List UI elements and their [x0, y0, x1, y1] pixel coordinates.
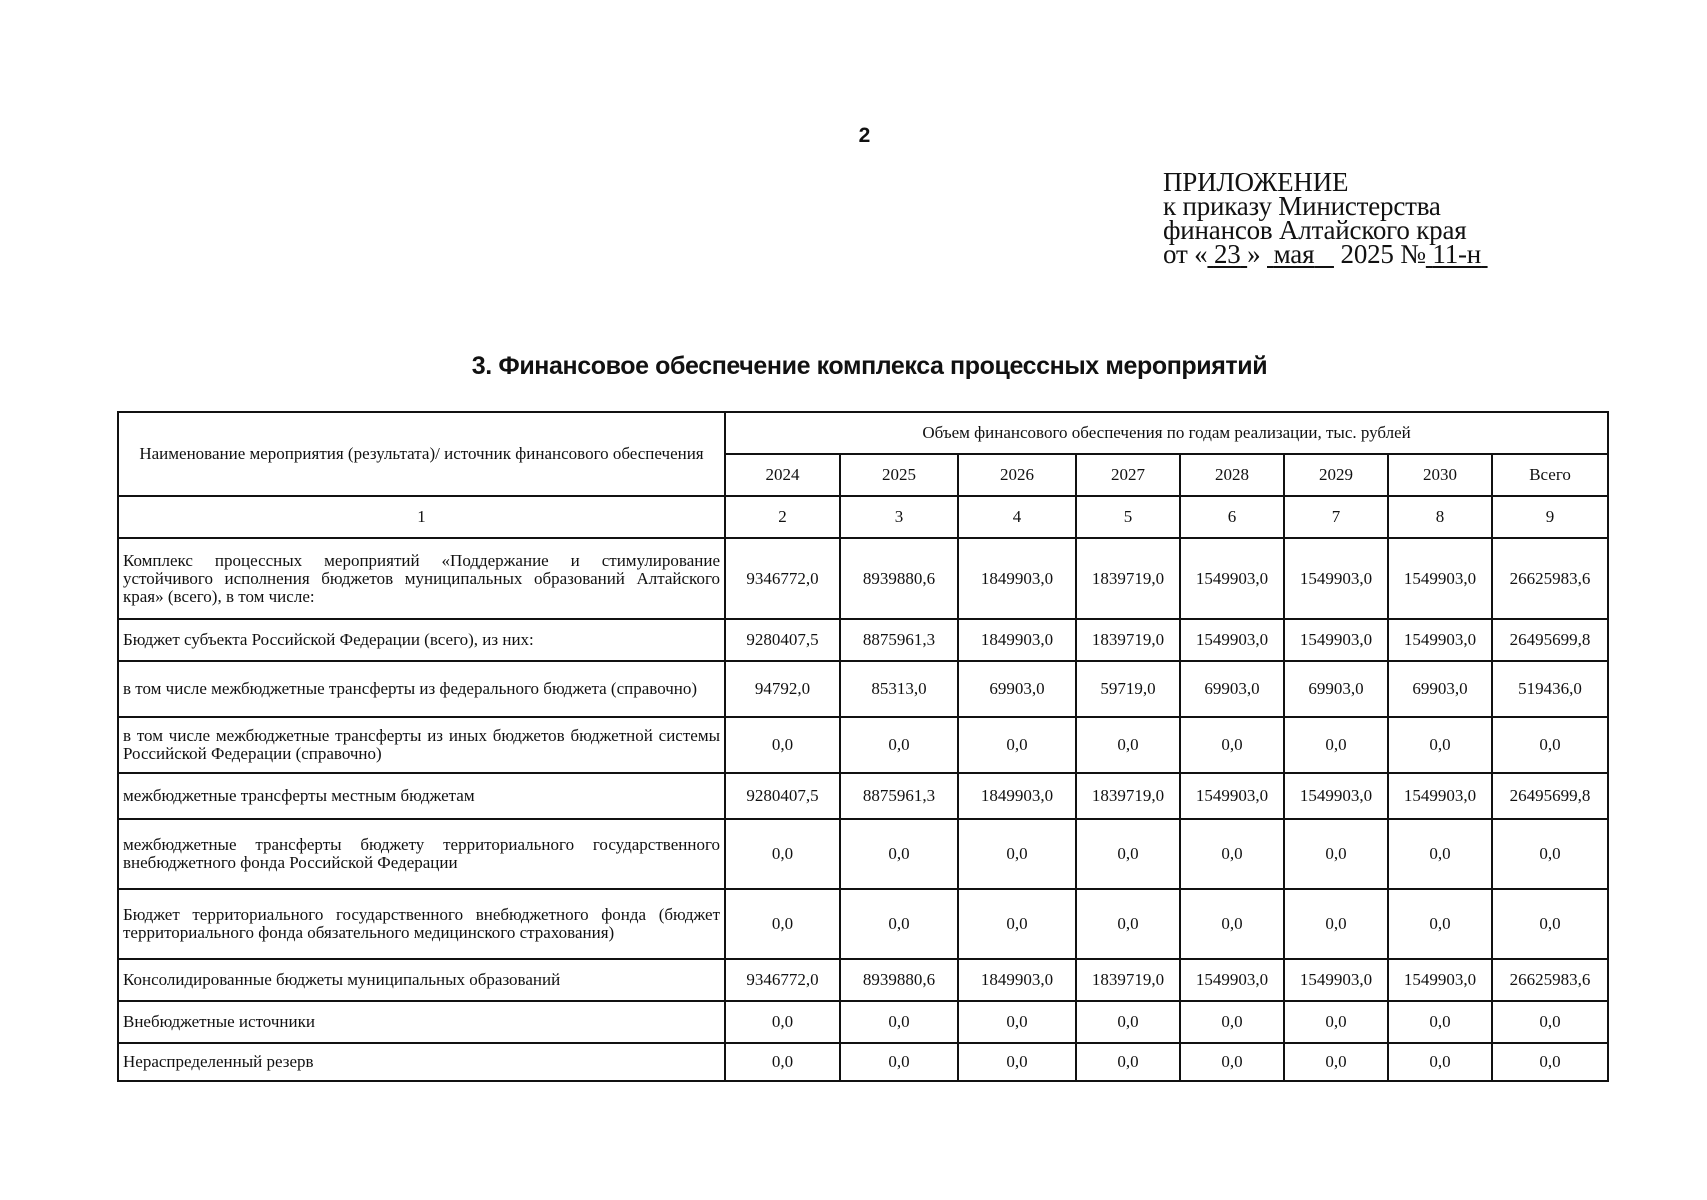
order-number: 11-н [1432, 239, 1482, 269]
row-name: в том числе межбюджетные трансферты из иных бюджетов бюджетной системы Российской Федерации (справочно) [118, 717, 725, 773]
column-number-row [118, 496, 1608, 538]
row-value: 0,0 [958, 889, 1076, 959]
row-value: 9346772,0 [725, 538, 840, 619]
row-name: Внебюджетные источники [118, 1001, 725, 1043]
row-value: 0,0 [1180, 717, 1284, 773]
financing-table [117, 411, 1609, 1082]
year-header: 2027 [1076, 454, 1180, 496]
row-value: 8875961,3 [840, 773, 958, 819]
row-value: 0,0 [840, 1001, 958, 1043]
row-value: 0,0 [1284, 1043, 1388, 1081]
appendix-line-3: финансов Алтайского края [1163, 215, 1467, 245]
row-value: 1849903,0 [958, 619, 1076, 661]
row-value: 0,0 [1492, 1001, 1608, 1043]
year-header: 2030 [1388, 454, 1492, 496]
row-value: 0,0 [958, 819, 1076, 889]
row-value: 0,0 [1388, 1043, 1492, 1081]
row-value: 8875961,3 [840, 619, 958, 661]
row-value: 0,0 [1284, 819, 1388, 889]
column-number: 8 [1388, 496, 1492, 538]
row-value: 0,0 [1180, 889, 1284, 959]
row-value: 1839719,0 [1076, 773, 1180, 819]
row-value: 26625983,6 [1492, 959, 1608, 1001]
row-value: 0,0 [1388, 717, 1492, 773]
row-value: 0,0 [1076, 889, 1180, 959]
page-number: 2 [858, 124, 871, 147]
column-number: 3 [840, 496, 958, 538]
row-value: 0,0 [1076, 717, 1180, 773]
year-header: 2026 [958, 454, 1076, 496]
column-number: 6 [1180, 496, 1284, 538]
table-row [118, 538, 1608, 619]
appendix-block [1163, 167, 1488, 269]
row-value: 1549903,0 [1284, 619, 1388, 661]
section-title: 3. Финансовое обеспечение комплекса процессных мероприятий [471, 352, 1268, 380]
row-value: 0,0 [1180, 819, 1284, 889]
row-value: 0,0 [1180, 1001, 1284, 1043]
row-value: 9280407,5 [725, 773, 840, 819]
row-value: 26495699,8 [1492, 773, 1608, 819]
row-value: 1549903,0 [1284, 538, 1388, 619]
table-row [118, 1001, 1608, 1043]
column-number: 9 [1492, 496, 1608, 538]
column-number: 5 [1076, 496, 1180, 538]
row-value: 9280407,5 [725, 619, 840, 661]
row-value: 0,0 [1492, 819, 1608, 889]
year-header: 2029 [1284, 454, 1388, 496]
date-prefix: от « [1163, 239, 1208, 269]
appendix-line-2: к приказу Министерства [1163, 191, 1441, 221]
table-row [118, 717, 1608, 773]
row-value: 0,0 [725, 717, 840, 773]
row-name: Комплекс процессных мероприятий «Поддержание и стимулирование устойчивого исполнения бюджетов муниципальных образований Алтайского края» (всего), в том числе: [118, 538, 725, 619]
row-value: 9346772,0 [725, 959, 840, 1001]
order-year-no: 2025 № [1340, 239, 1426, 269]
row-value: 0,0 [725, 889, 840, 959]
year-header: 2024 [725, 454, 840, 496]
row-value: 0,0 [1492, 889, 1608, 959]
row-name: Бюджет территориального государственного внебюджетного фонда (бюджет территориального фонда обязательного медицинского страхования) [118, 889, 725, 959]
row-value: 1549903,0 [1284, 773, 1388, 819]
year-header: 2028 [1180, 454, 1284, 496]
row-name: Нераспределенный резерв [118, 1043, 725, 1081]
row-value: 26495699,8 [1492, 619, 1608, 661]
table-row [118, 619, 1608, 661]
appendix-date-line [1163, 239, 1488, 269]
row-value: 94792,0 [725, 661, 840, 717]
row-value: 0,0 [1284, 1001, 1388, 1043]
row-value: 0,0 [1076, 1043, 1180, 1081]
row-name: Консолидированные бюджеты муниципальных образований [118, 959, 725, 1001]
table-row [118, 819, 1608, 889]
row-value: 0,0 [1180, 1043, 1284, 1081]
row-value: 1549903,0 [1180, 619, 1284, 661]
table-row [118, 773, 1608, 819]
year-header: 2025 [840, 454, 958, 496]
row-value: 1839719,0 [1076, 538, 1180, 619]
row-value: 0,0 [840, 1043, 958, 1081]
row-value: 69903,0 [958, 661, 1076, 717]
table-row [118, 661, 1608, 717]
row-name: межбюджетные трансферты бюджету территориального государственного внебюджетного фонда Российской Федерации [118, 819, 725, 889]
row-value: 1549903,0 [1388, 538, 1492, 619]
row-value: 1849903,0 [958, 538, 1076, 619]
table-row [118, 959, 1608, 1001]
row-value: 0,0 [1492, 1043, 1608, 1081]
row-value: 0,0 [725, 819, 840, 889]
date-mid: » [1247, 239, 1261, 269]
row-value: 0,0 [958, 1001, 1076, 1043]
row-value: 1549903,0 [1284, 959, 1388, 1001]
row-value: 69903,0 [1284, 661, 1388, 717]
row-value: 1839719,0 [1076, 619, 1180, 661]
name-column-header: Наименование мероприятия (результата)/ источник финансового обеспечения [118, 412, 725, 496]
row-value: 8939880,6 [840, 538, 958, 619]
table-row [118, 889, 1608, 959]
row-value: 1549903,0 [1180, 773, 1284, 819]
row-value: 0,0 [725, 1043, 840, 1081]
row-value: 0,0 [840, 889, 958, 959]
row-value: 0,0 [1076, 1001, 1180, 1043]
column-number: 2 [725, 496, 840, 538]
row-value: 0,0 [1388, 819, 1492, 889]
row-value: 69903,0 [1180, 661, 1284, 717]
row-value: 0,0 [1284, 889, 1388, 959]
row-value: 0,0 [1492, 717, 1608, 773]
row-value: 59719,0 [1076, 661, 1180, 717]
column-number: 1 [118, 496, 725, 538]
row-value: 0,0 [1388, 889, 1492, 959]
row-value: 0,0 [958, 1043, 1076, 1081]
table-row [118, 1043, 1608, 1081]
column-number: 7 [1284, 496, 1388, 538]
row-name: в том числе межбюджетные трансферты из федерального бюджета (справочно) [118, 661, 725, 717]
order-month: мая [1273, 239, 1315, 269]
row-value: 0,0 [1284, 717, 1388, 773]
row-value: 1549903,0 [1388, 619, 1492, 661]
row-value: 1849903,0 [958, 773, 1076, 819]
row-value: 85313,0 [840, 661, 958, 717]
row-value: 519436,0 [1492, 661, 1608, 717]
row-value: 0,0 [840, 819, 958, 889]
row-value: 1849903,0 [958, 959, 1076, 1001]
row-name: Бюджет субъекта Российской Федерации (всего), из них: [118, 619, 725, 661]
row-value: 1839719,0 [1076, 959, 1180, 1001]
row-value: 0,0 [725, 1001, 840, 1043]
year-header: Всего [1492, 454, 1608, 496]
row-value: 26625983,6 [1492, 538, 1608, 619]
row-value: 0,0 [1076, 819, 1180, 889]
row-name: межбюджетные трансферты местным бюджетам [118, 773, 725, 819]
volume-header: Объем финансового обеспечения по годам реализации, тыс. рублей [725, 412, 1608, 454]
row-value: 1549903,0 [1388, 773, 1492, 819]
row-value: 0,0 [958, 717, 1076, 773]
row-value: 0,0 [1388, 1001, 1492, 1043]
row-value: 1549903,0 [1180, 959, 1284, 1001]
column-number: 4 [958, 496, 1076, 538]
appendix-title: ПРИЛОЖЕНИЕ [1163, 167, 1349, 197]
row-value: 1549903,0 [1180, 538, 1284, 619]
row-value: 8939880,6 [840, 959, 958, 1001]
row-value: 69903,0 [1388, 661, 1492, 717]
row-value: 1549903,0 [1388, 959, 1492, 1001]
order-day: 23 [1213, 239, 1241, 269]
row-value: 0,0 [840, 717, 958, 773]
